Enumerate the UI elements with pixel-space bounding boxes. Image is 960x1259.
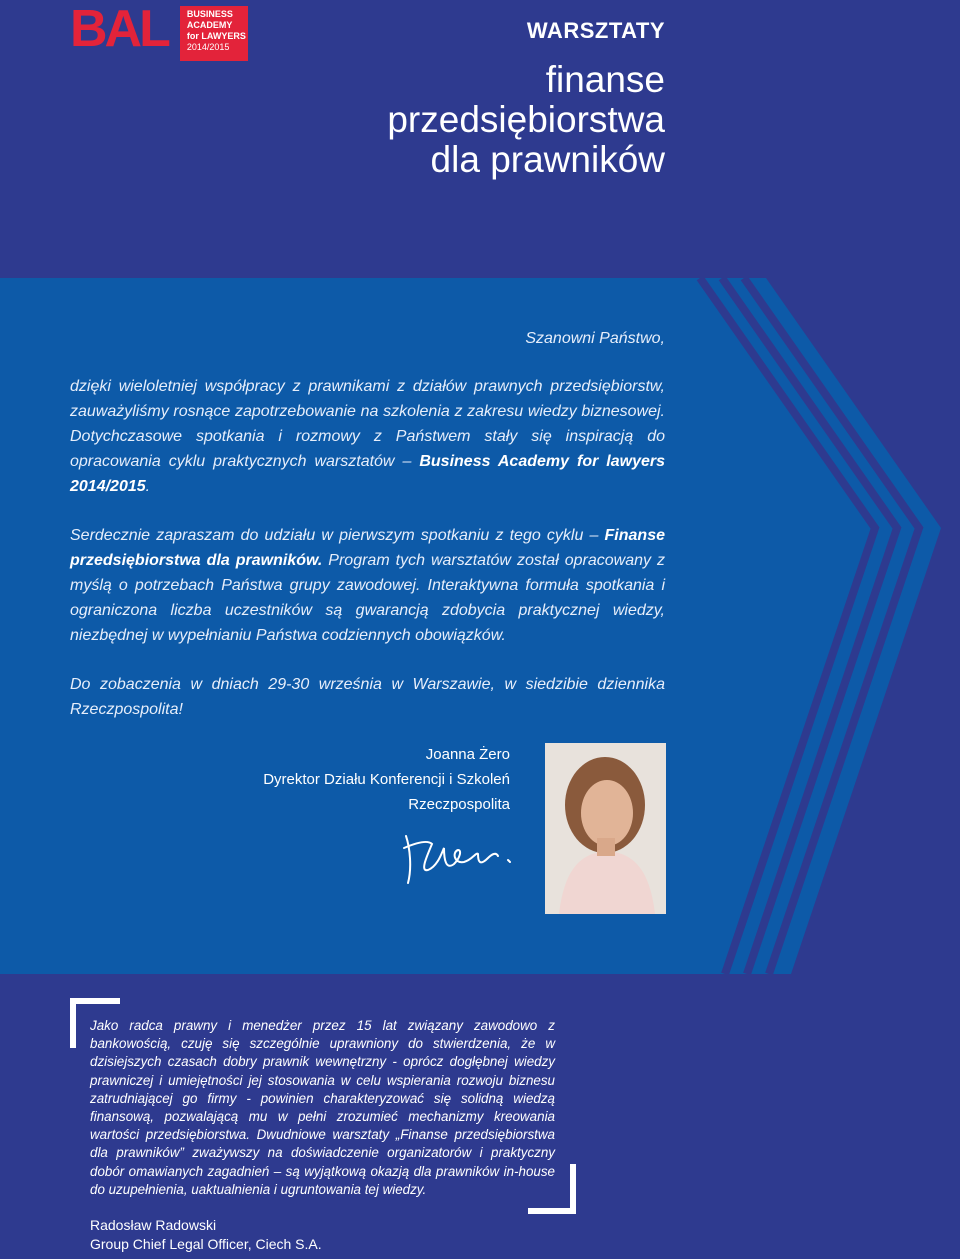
logo-mark: BAL — [70, 0, 168, 58]
logo-year: 2014/2015 — [186, 42, 230, 52]
bracket-close-icon — [528, 1164, 576, 1214]
section-label: WARSZTATY — [526, 18, 665, 43]
portrait-image — [545, 743, 666, 914]
author-title: Group Chief Legal Officer, Ciech S.A. — [90, 1236, 322, 1252]
letter-paragraph: dzięki wieloletniej współpracy z prawnikami z działów prawnych przedsiębiorstw, zauważyliśmy rosnące zapotrzebowanie na szkolenia z zakresu wiedzy biznesowej. Dotychczasowe spotkania i rozmowy z Państwem stały się inspiracją do opracowania cyklu praktycznych warsztatów – Business Academy for lawyers 2014/2015. — [70, 378, 665, 495]
page-title — [387, 60, 665, 180]
signer-block — [263, 742, 510, 817]
letter-paragraph: Do zobaczenia w dniach 29-30 września w Warszawie, w siedzibie dziennika Rzeczpospolita! — [70, 676, 665, 718]
letter-body — [70, 374, 665, 746]
signer-company: Rzeczpospolita — [408, 796, 510, 813]
logo-line-academy: ACADEMY — [186, 20, 233, 30]
handwritten-signature — [398, 828, 518, 898]
author-name: Radosław Radowski — [90, 1217, 217, 1233]
signer-photo — [545, 743, 666, 914]
letter-section — [0, 278, 960, 974]
title-line: dla prawników — [430, 139, 665, 180]
bal-logo — [70, 0, 248, 58]
letter-greeting: Szanowni Państwo, — [525, 330, 665, 347]
header-section — [0, 0, 960, 278]
title-line: przedsiębiorstwa — [387, 99, 665, 140]
signer-name: Joanna Żero — [425, 746, 510, 763]
testimonial-quote: Jako radca prawny i menedżer przez 15 lat związany zawodowo z bankowością, czuję się szczególnie uprawniony do stwierdzenia, że w dzisiejszych czasach dobry prawnik wewnętrzny - oprócz dogłębnej wiedzy prawniczej i umiejętności jej stosowania w celu wspierania rozwoju biznesu zatrudniającej go firmy - powinien charakteryzować się solidną wiedzą finansową, pozwalającą mu w pełni zrozumieć mechanizmy kreowania wartości przedsiębiorstwa. Dwudniowe warsztaty „Finanse przedsiębiorstwa dla prawników” zważywszy na doświadczenie organizatorów i praktyczny dobór omawianych zagadnień – są wyjątkową okazją dla prawników in-house do uzupełnienia, uaktualnienia i ugruntowania tej wiedzy. — [90, 1018, 555, 1197]
logo-line-business: BUSINESS — [186, 9, 233, 19]
testimonial-author — [90, 1216, 322, 1254]
letter-paragraph: Serdecznie zapraszam do udziału w pierwszym spotkaniu z tego cyklu – Finanse przedsiębiorstwa dla prawników. Program tych warsztatów został opracowany z myślą o potrzebach Państwa grupy zawodowej. Interaktywna formuła spotkania i ograniczona liczba uczestników są gwarancją zdobycia praktycznej wiedzy, niezbędnej w wypełnianiu Państwa codziennych obowiązków. — [70, 527, 665, 644]
logo-line-lawyers: for LAWYERS — [186, 31, 246, 41]
logo-box — [180, 6, 248, 61]
signer-position: Dyrektor Działu Konferencji i Szkoleń — [263, 771, 510, 788]
title-line: finanse — [545, 59, 665, 100]
